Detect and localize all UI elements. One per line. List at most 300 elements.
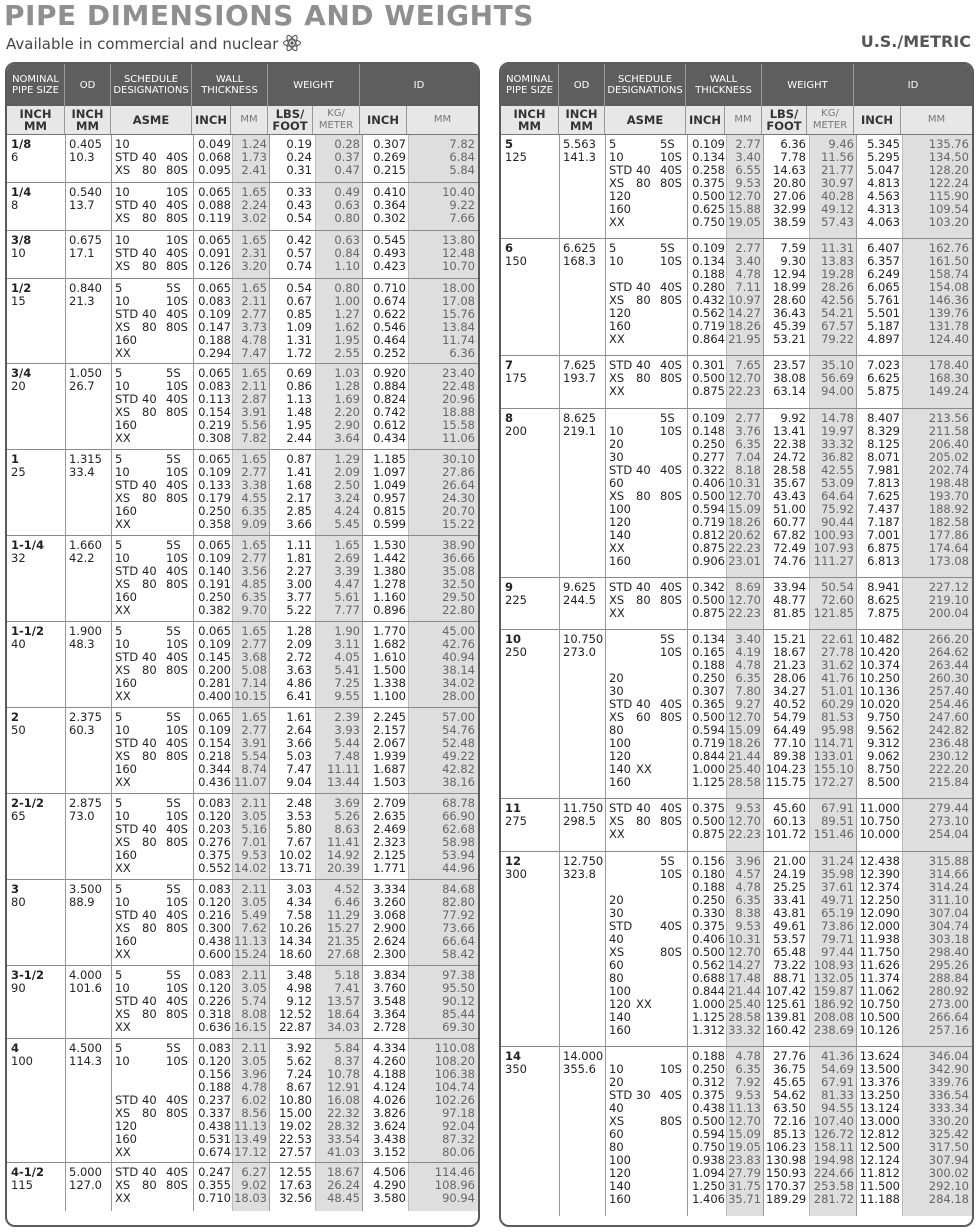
column-divider xyxy=(763,799,764,850)
cell-im: 266.20 264.62 263.44 260.30 257.40 254.46 247.60 242.82 236.48 230.12 222.20 215.84 xyxy=(928,632,969,790)
cell-wm: 2.77 3.76 6.35 7.04 8.18 10.31 12.70 15.09 18.26 20.62 22.23 23.01 xyxy=(728,410,761,568)
nominal-mm: 65 xyxy=(11,809,26,824)
cell-ii: 0.920 0.884 0.824 0.742 0.612 0.434 xyxy=(373,366,406,446)
od-header: OD xyxy=(559,64,605,106)
cell-s1: 10 20 STD 40 XS 60 80 100 120 140 160 xyxy=(609,1061,633,1206)
pipe-size-block xyxy=(7,536,478,622)
cell-n xyxy=(505,855,559,881)
cell-n xyxy=(505,242,559,268)
cell-s3: 5S 10S 40S 80S xyxy=(166,538,188,592)
column-divider xyxy=(763,356,764,407)
pipe-size-block xyxy=(7,794,478,880)
column-divider xyxy=(315,708,316,793)
page-subtitle xyxy=(6,33,302,53)
cell-s2: 40 80 xyxy=(142,197,157,225)
cell-wm: 2.11 3.05 5.74 8.08 16.15 xyxy=(234,967,267,1034)
column-divider xyxy=(315,536,316,621)
cell-wi: 0.065 0.109 0.154 0.218 0.344 0.436 xyxy=(198,710,231,790)
cell-kg: 0.49 0.63 0.80 xyxy=(334,184,360,225)
cell-n xyxy=(11,453,65,479)
cell-wi: 0.065 0.091 0.126 xyxy=(198,232,231,273)
column-divider xyxy=(65,794,66,879)
cell-s3: 5S 10S 40S 80S xyxy=(166,624,188,678)
header-row-primary xyxy=(501,64,972,106)
nominal-mm: 275 xyxy=(505,814,527,829)
column-divider xyxy=(763,578,764,629)
nominal-inch: 1/4 xyxy=(11,184,32,199)
column-divider xyxy=(362,622,363,707)
column-divider xyxy=(902,630,903,798)
cell-im: 68.78 66.90 62.68 58.98 53.94 44.96 xyxy=(442,796,475,876)
column-divider xyxy=(559,630,560,798)
column-divider xyxy=(559,239,560,355)
cell-ii: 0.410 0.364 0.302 xyxy=(373,184,406,225)
cell-s1: STD XS XX xyxy=(609,579,633,620)
cell-wm: 6.27 9.02 18.03 xyxy=(234,1165,267,1206)
cell-wi: 0.109 0.134 0.258 0.375 0.500 0.625 0.750 xyxy=(692,137,725,229)
cell-lb: 9.92 13.41 22.38 24.72 28.58 35.67 43.43 51.00 60.77 67.82 72.49 74.76 xyxy=(773,410,806,568)
nominal-mm: 25 xyxy=(11,465,26,480)
cell-s3: 5S 10S 40S 80S xyxy=(660,853,682,959)
nominal-inch: 1/2 xyxy=(11,280,32,295)
cell-ii: 5.345 5.295 5.047 4.813 4.563 4.313 4.063 xyxy=(867,137,900,229)
cell-s1: 20 30 STD XS 80 100 120 140 160 xyxy=(609,671,633,790)
cell-s3: 40S 80S xyxy=(660,358,682,386)
cell-wi: 0.188 0.250 0.312 0.375 0.438 0.500 0.594 0.750 0.938 1.094 1.250 1.406 xyxy=(692,1048,725,1206)
cell-im: 114.46 108.96 90.94 xyxy=(434,1165,475,1206)
cell-lb: 1.61 2.64 3.66 5.03 7.47 9.04 xyxy=(286,710,312,790)
cell-im: 18.00 17.08 15.76 13.84 11.74 6.36 xyxy=(442,280,475,360)
column-divider xyxy=(809,356,810,407)
column-divider xyxy=(362,231,363,278)
column-divider xyxy=(559,578,560,629)
cell-wi: 0.065 0.083 0.109 0.147 0.188 0.294 xyxy=(198,280,231,360)
cell-s1: 20 30 STD 40 XS 60 80 100 120 140 160 xyxy=(609,892,633,1037)
unit-wall-inch: INCH xyxy=(686,106,725,134)
pipe-size-block xyxy=(7,880,478,966)
cell-s2: 40 80 xyxy=(142,822,157,850)
unit-inch-mm: INCH MM xyxy=(7,106,65,134)
cell-wi: 0.065 0.109 0.140 0.191 0.250 0.382 xyxy=(198,538,231,618)
cell-wi: 0.065 0.109 0.133 0.179 0.250 0.358 xyxy=(198,452,231,532)
cell-im: 279.44 273.10 254.04 xyxy=(928,801,969,842)
nominal-mm: 125 xyxy=(505,150,527,164)
pipe-size-block xyxy=(7,622,478,708)
cell-n xyxy=(505,1050,559,1076)
column-divider xyxy=(408,1039,409,1162)
nominal-inch: 10 xyxy=(505,632,522,647)
cell-lb: 7.59 9.30 12.94 18.99 28.60 36.43 45.39 53.21 xyxy=(773,241,806,347)
cell-wi: 0.109 0.134 0.188 0.280 0.432 0.562 0.719 0.864 xyxy=(692,241,725,347)
column-divider xyxy=(111,794,112,879)
cell-lb: 1.11 1.81 2.27 3.00 3.77 5.22 xyxy=(286,538,312,618)
cell-im: 315.88 314.66 314.24 311.10 307.04 304.74 303.18 298.40 295.26 288.84 280.92 273.00 266.64 257.16 xyxy=(928,853,969,1037)
nominal-mm: 350 xyxy=(505,1061,527,1076)
cell-lb: 3.03 4.34 7.58 10.26 14.34 18.60 xyxy=(279,881,312,961)
cell-od: 12.750 323.8 xyxy=(563,853,604,881)
cell-s3: 10S 40S 80S xyxy=(660,1061,682,1128)
unit-wall-mm: MM xyxy=(725,106,762,134)
column-divider xyxy=(763,852,764,1046)
column-divider xyxy=(269,450,270,535)
weight-header: WEIGHT xyxy=(762,64,854,106)
page-title: PIPE DIMENSIONS AND WEIGHTS xyxy=(4,0,534,32)
cell-lb: 15.21 18.67 21.23 28.06 34.27 40.52 54.79 64.49 77.10 89.38 104.23 115.75 xyxy=(766,632,807,790)
column-divider xyxy=(362,364,363,449)
column-divider xyxy=(763,1047,764,1216)
cell-ii: 4.506 4.290 3.580 xyxy=(373,1165,406,1206)
cell-od: 10.750 273.0 xyxy=(563,632,604,660)
cell-n xyxy=(11,367,65,393)
cell-im: 110.08 108.20 106.38 104.74 102.26 97.18 92.04 87.32 80.06 xyxy=(434,1041,475,1160)
cell-ii: 6.407 6.357 6.249 6.065 5.761 5.501 5.187 4.897 xyxy=(867,241,900,347)
cell-ii: 10.482 10.420 10.374 10.250 10.136 10.020 9.750 9.562 9.312 9.062 8.750 8.500 xyxy=(859,632,900,790)
cell-od: 0.675 17.1 xyxy=(69,232,102,260)
column-divider xyxy=(269,880,270,965)
column-divider xyxy=(111,622,112,707)
column-divider xyxy=(111,279,112,364)
unit-id-inch: INCH xyxy=(360,106,407,134)
cell-ii: 1.530 1.442 1.380 1.278 1.160 0.896 xyxy=(373,538,406,618)
column-divider xyxy=(763,135,764,238)
column-divider xyxy=(902,578,903,629)
column-divider xyxy=(763,239,764,355)
pipe-size-block xyxy=(501,356,972,408)
cell-wi: 0.109 0.148 0.250 0.277 0.322 0.406 0.500 0.594 0.719 0.812 0.875 0.906 xyxy=(692,410,725,568)
cell-wm: 3.96 4.57 4.78 6.35 8.38 9.53 10.31 12.70 14.27 17.48 21.44 25.40 28.58 33.32 xyxy=(728,853,761,1037)
cell-s2: 40 80 xyxy=(636,462,651,503)
column-divider xyxy=(362,708,363,793)
column-divider xyxy=(856,799,857,850)
column-divider xyxy=(111,183,112,230)
nominal-mm: 225 xyxy=(505,592,527,607)
column-divider xyxy=(362,966,363,1038)
cell-s3: 5S 10S 40S 80S xyxy=(660,632,682,725)
header-row-units xyxy=(7,106,478,135)
cell-od: 5.563 141.3 xyxy=(563,137,596,164)
column-divider xyxy=(559,356,560,407)
column-divider xyxy=(65,622,66,707)
cell-im: 10.40 9.22 7.66 xyxy=(442,184,475,225)
cell-n xyxy=(11,282,65,308)
nominal-mm: 50 xyxy=(11,723,26,738)
cell-s1: 10 STD XS xyxy=(115,137,139,177)
cell-wm: 1.65 2.31 3.20 xyxy=(241,232,267,273)
cell-s1: 5 10 STD XS 160 XX xyxy=(115,710,139,790)
column-divider xyxy=(269,1163,270,1211)
cell-ii: 4.334 4.260 4.188 4.124 4.026 3.826 3.624 3.438 3.152 xyxy=(373,1041,406,1160)
cell-lb: 6.36 7.78 14.63 20.80 27.06 32.99 38.59 xyxy=(773,137,806,229)
column-divider xyxy=(315,135,316,182)
column-divider xyxy=(362,450,363,535)
cell-od: 7.625 193.7 xyxy=(563,358,596,386)
nominal-mm: 10 xyxy=(11,245,26,260)
column-divider xyxy=(65,364,66,449)
column-divider xyxy=(605,1047,606,1216)
cell-s1: 5 10 STD XS 160 XX xyxy=(115,538,139,618)
cell-lb: 0.42 0.57 0.74 xyxy=(286,232,312,273)
cell-s1: STD XS XX xyxy=(115,1165,139,1206)
cell-s1: 5 10 STD XS 160 XX xyxy=(115,796,139,876)
column-divider xyxy=(65,279,66,364)
unit-wall-inch: INCH xyxy=(192,106,231,134)
cell-s2: 40 80 xyxy=(636,579,651,607)
cell-wm: 9.53 12.70 22.23 xyxy=(728,801,761,842)
cell-lb: 23.57 38.08 63.14 xyxy=(773,358,806,399)
cell-wm: 1.65 2.77 3.38 4.55 6.35 9.09 xyxy=(241,452,267,532)
column-divider xyxy=(269,279,270,364)
cell-s1: 10 STD XS xyxy=(115,184,139,225)
cell-s1: 5 10 STD XS 160 XX xyxy=(115,624,139,704)
column-divider xyxy=(65,880,66,965)
cell-od: 9.625 244.5 xyxy=(563,579,596,607)
cell-im: 57.00 54.76 52.48 49.22 42.82 38.16 xyxy=(442,710,475,790)
column-divider xyxy=(269,622,270,707)
cell-ii: 0.545 0.493 0.423 xyxy=(373,232,406,273)
column-divider xyxy=(763,630,764,798)
column-divider xyxy=(856,409,857,577)
atom-icon xyxy=(282,33,302,53)
column-divider xyxy=(559,1047,560,1216)
cell-lb: 0.19 0.24 0.31 xyxy=(286,137,312,177)
cell-s3: 40S 80S xyxy=(660,801,682,829)
column-divider xyxy=(65,536,66,621)
cell-n xyxy=(505,138,559,164)
cell-im: 346.04 342.90 339.76 336.54 333.34 330.20 325.42 317.50 307.94 300.02 292.10 284.18 xyxy=(928,1048,969,1206)
cell-od: 3.500 88.9 xyxy=(69,881,102,909)
cell-ii: 11.000 10.750 10.000 xyxy=(859,801,900,842)
cell-s2: XX xyxy=(636,996,652,1011)
cell-im: 213.56 211.58 206.40 205.02 202.74 198.48 193.70 188.92 182.58 177.86 174.64 173.08 xyxy=(928,410,969,568)
cell-wi: 0.342 0.500 0.875 xyxy=(692,579,725,620)
column-divider xyxy=(902,1047,903,1216)
cell-ii: 2.709 2.635 2.469 2.323 2.125 1.771 xyxy=(373,796,406,876)
column-divider xyxy=(362,183,363,230)
cell-lb: 0.69 0.86 1.13 1.48 1.95 2.44 xyxy=(286,366,312,446)
cell-s3: 5S 10S 40S 80S xyxy=(166,1041,188,1121)
unit-od-inch-mm: INCH MM xyxy=(65,106,111,134)
column-divider xyxy=(65,708,66,793)
nominal-inch: 3/8 xyxy=(11,232,32,247)
cell-wm: 2.77 3.40 4.78 7.11 10.97 14.27 18.26 21.95 xyxy=(728,241,761,347)
cell-ii: 8.407 8.329 8.125 8.071 7.981 7.813 7.625 7.437 7.187 7.001 6.875 6.813 xyxy=(867,410,900,568)
cell-kg: 1.03 1.28 1.69 2.20 2.90 3.64 xyxy=(334,366,360,446)
nominal-inch: 4 xyxy=(11,1041,20,1056)
cell-ii: 12.438 12.390 12.374 12.250 12.090 12.000 11.938 11.750 11.626 11.374 11.062 10.750 10.500 10.126 xyxy=(859,853,900,1037)
column-divider xyxy=(269,231,270,278)
pipe-size-block xyxy=(7,1039,478,1163)
nominal-inch: 8 xyxy=(505,410,514,425)
pipe-size-block xyxy=(501,852,972,1047)
cell-wi: 0.156 0.180 0.188 0.250 0.330 0.375 0.406 0.500 0.562 0.688 0.844 1.000 1.125 1.312 xyxy=(692,853,725,1037)
column-divider xyxy=(605,239,606,355)
nominal-pipe-size-header: NOMINAL PIPE SIZE xyxy=(501,64,559,106)
cell-kg: 3.69 5.26 8.63 11.41 14.92 20.39 xyxy=(327,796,360,876)
pipe-size-block xyxy=(501,239,972,356)
pipe-size-block xyxy=(7,450,478,536)
column-divider xyxy=(315,966,316,1038)
column-divider xyxy=(408,183,409,230)
cell-n xyxy=(11,234,65,260)
cell-od: 1.050 26.7 xyxy=(69,366,102,394)
cell-s2: 40 80 xyxy=(636,358,651,386)
column-divider xyxy=(362,880,363,965)
column-divider xyxy=(65,1039,66,1162)
cell-im: 227.12 219.10 200.04 xyxy=(928,579,969,620)
unit-inch-mm: INCH MM xyxy=(501,106,559,134)
cell-wm: 7.65 12.70 22.23 xyxy=(728,358,761,399)
cell-im: 7.82 6.84 5.84 xyxy=(449,137,475,177)
column-divider xyxy=(605,356,606,407)
unit-asme: ASME xyxy=(605,106,686,134)
cell-kg: 1.65 2.69 3.39 4.47 5.61 7.77 xyxy=(334,538,360,618)
cell-n xyxy=(11,797,65,823)
column-divider xyxy=(269,966,270,1038)
nominal-inch: 1-1/2 xyxy=(11,624,44,639)
column-divider xyxy=(809,578,810,629)
column-divider xyxy=(408,364,409,449)
header-row-primary xyxy=(7,64,478,106)
nominal-inch: 1 xyxy=(11,452,20,467)
cell-od: 11.750 298.5 xyxy=(563,801,604,829)
cell-lb: 27.76 36.75 45.65 54.62 63.50 72.16 85.13 106.23 130.98 150.93 170.37 189.29 xyxy=(766,1048,807,1206)
column-divider xyxy=(809,409,810,577)
cell-s3: 40S 80S xyxy=(660,579,682,607)
cell-wi: 0.134 0.165 0.188 0.250 0.307 0.365 0.500 0.594 0.719 0.844 1.000 1.125 xyxy=(692,632,725,790)
column-divider xyxy=(902,409,903,577)
column-divider xyxy=(65,450,66,535)
cell-wi: 0.065 0.083 0.113 0.154 0.219 0.308 xyxy=(198,366,231,446)
cell-wm: 2.77 3.40 6.55 9.53 12.70 15.88 19.05 xyxy=(728,137,761,229)
cell-s2: 40 80 xyxy=(142,993,157,1021)
cell-kg: 14.78 19.97 33.32 36.82 42.55 53.09 64.64 75.92 90.44 100.93 107.93 111.27 xyxy=(813,410,854,568)
cell-wm: 2.11 3.05 5.16 7.01 9.53 14.02 xyxy=(234,796,267,876)
cell-kg: 0.80 1.00 1.27 1.62 1.95 2.55 xyxy=(334,280,360,360)
nominal-inch: 3/4 xyxy=(11,366,32,381)
cell-n xyxy=(11,625,65,651)
cell-od: 2.375 60.3 xyxy=(69,710,102,738)
column-divider xyxy=(111,708,112,793)
cell-s1: 5 10 STD XS XX xyxy=(115,967,139,1034)
unit-od-inch-mm: INCH MM xyxy=(559,106,605,134)
cell-im: 13.80 12.48 10.70 xyxy=(442,232,475,273)
cell-im: 30.10 27.86 26.64 24.30 20.70 15.22 xyxy=(442,452,475,532)
cell-ii: 3.834 3.760 3.548 3.364 2.728 xyxy=(373,967,406,1034)
cell-od: 2.875 73.0 xyxy=(69,796,102,824)
column-divider xyxy=(902,852,903,1046)
schedule-header: SCHEDULE DESIGNATIONS xyxy=(111,64,192,106)
cell-s1: 5 10 STD XS 120 160 XX xyxy=(609,241,633,347)
cell-kg: 18.67 26.24 48.45 xyxy=(327,1165,360,1206)
unit-id-inch: INCH xyxy=(854,106,901,134)
nominal-inch: 2-1/2 xyxy=(11,796,44,811)
cell-s1: 5 10 STD XS 160 XX xyxy=(115,881,139,961)
column-divider xyxy=(856,1047,857,1216)
cell-od: 6.625 168.3 xyxy=(563,241,596,269)
cell-s3: 5S 10S 40S 80S xyxy=(166,967,188,1021)
nominal-inch: 5 xyxy=(505,137,514,151)
nominal-mm: 250 xyxy=(505,645,527,660)
nominal-inch: 6 xyxy=(505,241,514,256)
cell-wm: 1.24 1.73 2.41 xyxy=(241,137,267,177)
cell-ii: 2.245 2.157 2.067 1.939 1.687 1.503 xyxy=(373,710,406,790)
cell-s3: 5S 10S 40S 80S xyxy=(166,366,188,420)
cell-ii: 0.307 0.269 0.215 xyxy=(373,137,406,177)
unit-asme: ASME xyxy=(111,106,192,134)
cell-s2: 30 xyxy=(636,1087,651,1102)
cell-od: 5.000 127.0 xyxy=(69,1165,102,1193)
cell-im: 97.38 95.50 90.12 85.44 69.30 xyxy=(442,967,475,1034)
cell-n xyxy=(505,359,559,385)
column-divider xyxy=(763,409,764,577)
column-divider xyxy=(65,966,66,1038)
cell-wi: 0.083 0.120 0.156 0.188 0.237 0.337 0.438 0.531 0.674 xyxy=(198,1041,231,1160)
column-divider xyxy=(559,852,560,1046)
weight-header: WEIGHT xyxy=(268,64,360,106)
column-divider xyxy=(269,364,270,449)
cell-wi: 0.065 0.088 0.119 xyxy=(198,184,231,225)
cell-n xyxy=(11,186,65,212)
cell-wm: 1.65 2.77 3.91 5.54 8.74 11.07 xyxy=(234,710,267,790)
cell-kg: 50.54 72.60 121.85 xyxy=(813,579,854,620)
pipe-size-block xyxy=(501,135,972,239)
cell-s3: 10S 40S 80S xyxy=(166,232,188,273)
cell-od: 1.315 33.4 xyxy=(69,452,102,480)
column-divider xyxy=(315,183,316,230)
cell-kg: 11.31 13.83 19.28 28.26 42.56 54.21 67.57 79.22 xyxy=(821,241,854,347)
column-divider xyxy=(408,450,409,535)
cell-kg: 0.63 0.84 1.10 xyxy=(334,232,360,273)
column-divider xyxy=(809,135,810,238)
cell-od: 0.540 13.7 xyxy=(69,184,102,212)
cell-s3: 5S 10S 40S 80S xyxy=(660,241,682,308)
column-divider xyxy=(111,231,112,278)
wall-thickness-header: WALL THICKNESS xyxy=(192,64,268,106)
cell-s3: 5S 10S 40S 80S xyxy=(166,280,188,334)
column-divider xyxy=(408,966,409,1038)
cell-kg: 67.91 89.51 151.46 xyxy=(813,801,854,842)
cell-lb: 3.92 5.62 7.24 8.67 10.80 15.00 19.02 22.53 27.57 xyxy=(279,1041,312,1160)
pipe-size-block xyxy=(7,364,478,450)
cell-s1: 10 20 30 STD 60 XS 100 120 140 XX 160 xyxy=(609,423,633,568)
cell-s2: 40 80 xyxy=(142,650,157,678)
cell-wi: 0.301 0.500 0.875 xyxy=(692,358,725,399)
cell-wi: 0.083 0.120 0.226 0.318 0.636 xyxy=(198,967,231,1034)
cell-lb: 12.55 17.63 32.56 xyxy=(279,1165,312,1206)
cell-s3: 5S 10S 40S 80S xyxy=(660,137,682,190)
cell-s1: 5 10 STD XS 160 XX xyxy=(115,366,139,446)
nominal-mm: 15 xyxy=(11,293,26,308)
column-divider xyxy=(605,852,606,1046)
column-divider xyxy=(269,135,270,182)
nominal-mm: 200 xyxy=(505,423,527,438)
cell-od: 8.625 219.1 xyxy=(563,410,596,438)
column-divider xyxy=(111,536,112,621)
pipe-size-block xyxy=(501,409,972,578)
column-divider xyxy=(809,239,810,355)
cell-s3: 40S 80S xyxy=(166,150,188,177)
cell-lb: 33.94 48.77 81.85 xyxy=(773,579,806,620)
cell-kg: 2.39 3.93 5.44 7.48 11.11 13.44 xyxy=(327,710,360,790)
column-divider xyxy=(65,1163,66,1211)
column-divider xyxy=(111,135,112,182)
column-divider xyxy=(315,364,316,449)
column-divider xyxy=(269,708,270,793)
column-divider xyxy=(269,536,270,621)
nominal-inch: 2 xyxy=(11,710,20,725)
cell-wm: 1.65 2.77 3.56 4.85 6.35 9.70 xyxy=(241,538,267,618)
pipe-size-block xyxy=(501,799,972,851)
